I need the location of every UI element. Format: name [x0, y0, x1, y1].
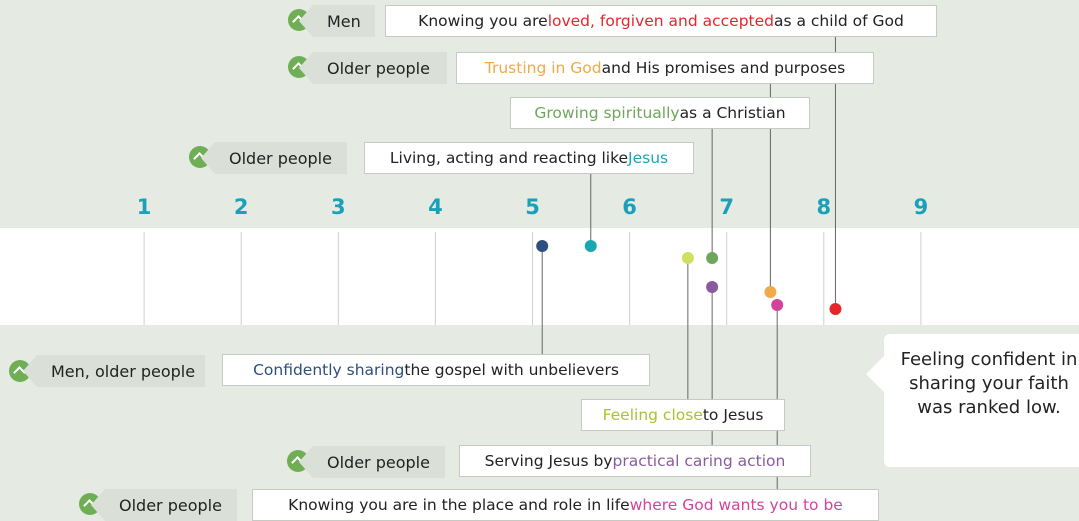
x-tick-label: 8: [816, 195, 832, 219]
data-point-jesus: [585, 240, 597, 252]
statement-trusting: Trusting in God and His promises and purposes: [456, 52, 874, 84]
statement-close: Feeling close to Jesus: [581, 399, 785, 431]
data-point-growing: [706, 252, 718, 264]
statement-jesus: Living, acting and reacting like Jesus: [364, 142, 694, 174]
statement-serving: Serving Jesus by practical caring action: [459, 445, 811, 477]
statement-sharing: Confidently sharing the gospel with unbelievers: [222, 354, 650, 386]
x-tick-label: 3: [330, 195, 346, 219]
group-tag-sharing: Men, older people: [37, 355, 205, 387]
group-tag-jesus: Older people: [215, 142, 347, 174]
x-tick-label: 1: [136, 195, 152, 219]
group-tag-place: Older people: [105, 489, 237, 521]
statement-place: Knowing you are in the place and role in life where God wants you to be: [252, 489, 879, 521]
group-tag-serving: Older people: [313, 446, 445, 478]
x-tick-label: 9: [913, 195, 929, 219]
statement-growing: Growing spiritually as a Christian: [510, 97, 810, 129]
x-tick-label: 6: [622, 195, 637, 219]
data-point-place: [771, 299, 783, 311]
data-point-trusting: [764, 286, 776, 298]
x-tick-label: 5: [525, 195, 540, 219]
x-tick-label: 7: [719, 195, 735, 219]
data-point-close: [682, 252, 694, 264]
group-tag-loved: Men: [313, 5, 375, 37]
group-tag-trusting: Older people: [313, 52, 447, 84]
x-tick-label: 4: [428, 195, 443, 219]
statement-loved: Knowing you are loved, forgiven and accepted as a child of God: [385, 5, 937, 37]
data-point-loved: [829, 303, 841, 315]
data-point-sharing: [536, 240, 548, 252]
x-tick-label: 2: [233, 195, 249, 219]
data-point-serving: [706, 281, 718, 293]
callout-box: Feeling confident in sharing your faith was ranked low.: [884, 334, 1079, 467]
